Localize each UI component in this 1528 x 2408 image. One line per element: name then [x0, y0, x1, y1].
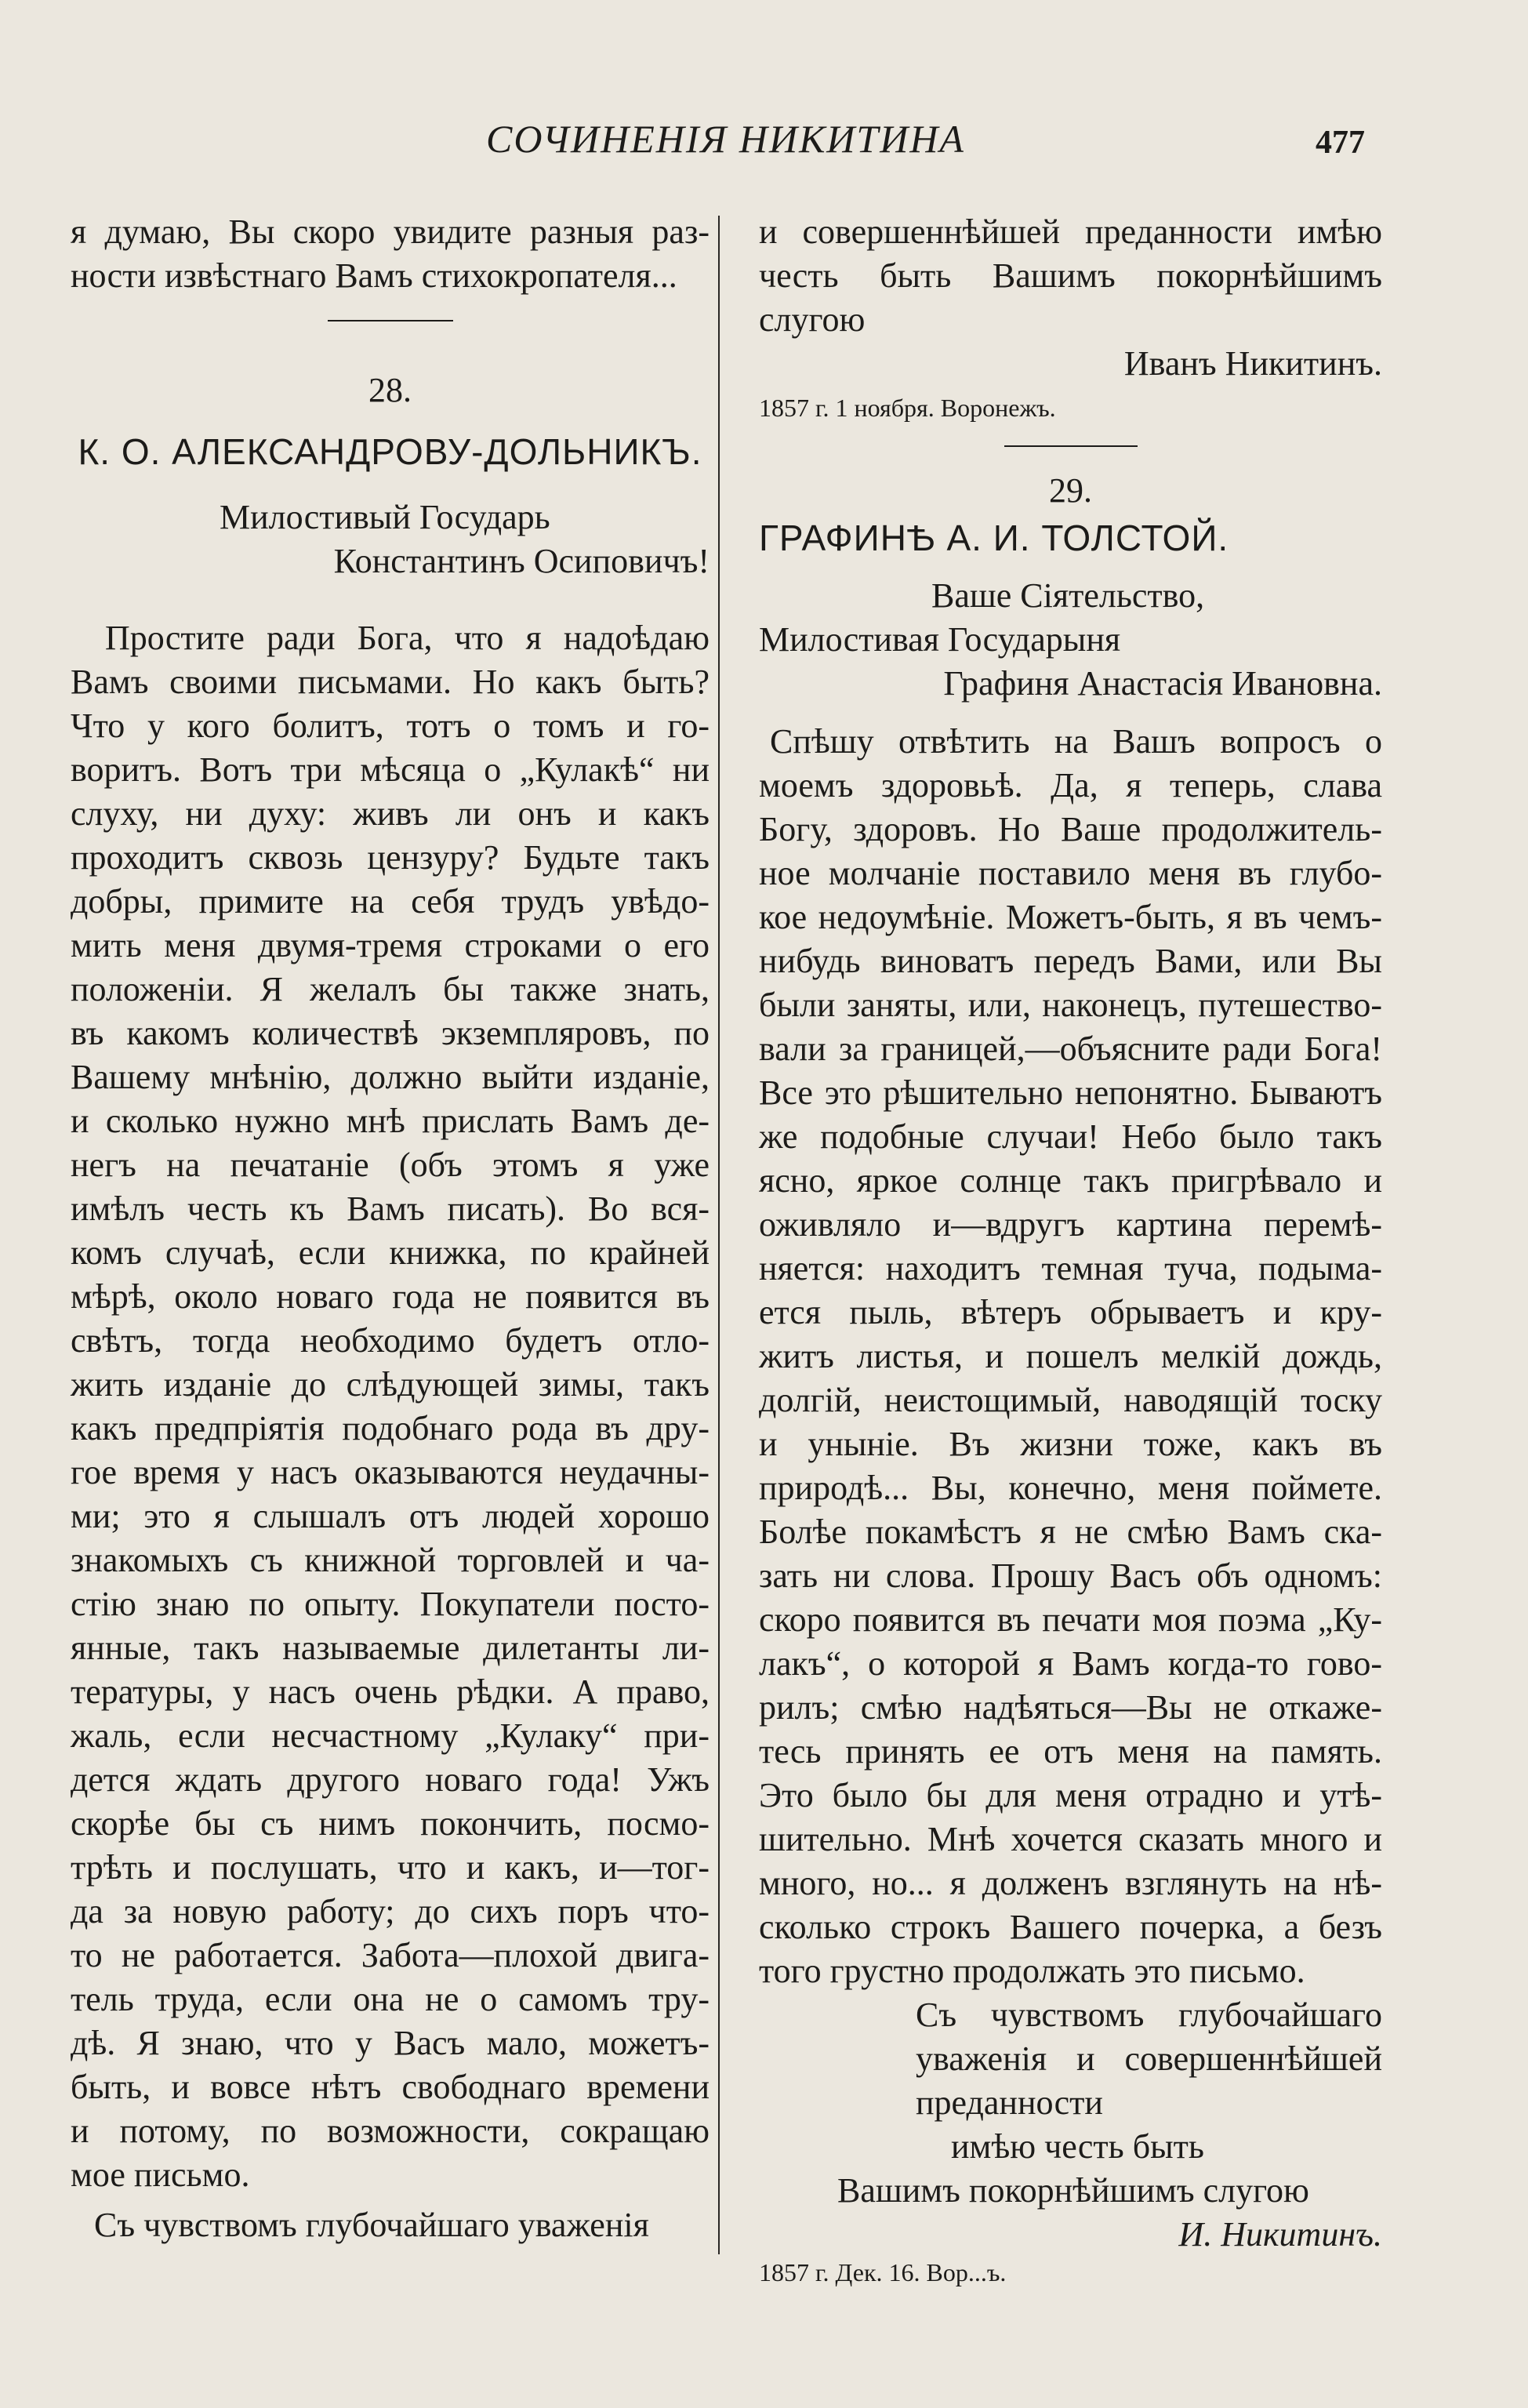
- signature: И. Никитинъ.: [1178, 2215, 1382, 2254]
- text-line: мѣрѣ, около новаго года не появится въ: [71, 1277, 710, 1316]
- salutation-line: Ваше Сіятельство,: [931, 576, 1205, 615]
- text-line: ется пыль, вѣтеръ обрываетъ и кру-: [759, 1293, 1382, 1331]
- text-line: природѣ... Вы, конечно, меня поймете.: [759, 1469, 1382, 1507]
- letter-number: 29.: [1049, 471, 1092, 510]
- letter-recipient: ГРАФИНѢ А. И. ТОЛСТОЙ.: [759, 518, 1229, 558]
- text-line: житъ листья, и пошелъ мелкій дождь,: [759, 1337, 1382, 1375]
- text-line: негъ на печатаніе (объ этомъ я уже: [71, 1146, 710, 1184]
- text-line: же подобные случаи! Небо было такъ: [759, 1117, 1382, 1156]
- text-line: въ какомъ количествѣ экземпляровъ, по: [71, 1014, 710, 1052]
- text-line: какъ предпріятія подобнаго рода въ дру-: [71, 1409, 710, 1447]
- text-line: шительно. Мнѣ хочется сказать много и: [759, 1820, 1382, 1858]
- text-line: тесь принять ее отъ меня на память.: [759, 1732, 1382, 1771]
- text-line: и уныніе. Въ жизни тоже, какъ въ: [759, 1425, 1382, 1463]
- section-rule: [1004, 445, 1138, 447]
- text-line: тературы, у насъ очень рѣдки. А право,: [71, 1673, 710, 1711]
- running-header-title: СОЧИНЕНІЯ НИКИТИНА: [486, 117, 965, 161]
- letter-body: [71, 616, 710, 2197]
- text-line: дѣ. Я знаю, что у Васъ мало, можетъ-: [71, 2024, 710, 2062]
- text-line: ности извѣстнаго Вамъ стихокропателя...: [71, 256, 677, 295]
- text-line: ясно, яркое солнце такъ пригрѣвало и: [759, 1161, 1382, 1200]
- text-line: зать ни слова. Прошу Васъ объ одномъ:: [759, 1556, 1382, 1595]
- text-line: рилъ; смѣю надѣяться—Вы не откаже-: [759, 1688, 1382, 1727]
- salutation-line: Милостивый Государь: [220, 498, 550, 536]
- text-line: долгій, неистощимый, наводящій тоску: [759, 1381, 1382, 1419]
- text-line: и сколько нужно мнѣ прислать Вамъ де-: [71, 1102, 710, 1140]
- text-line: Все это рѣшительно непонятно. Бываютъ: [759, 1073, 1382, 1112]
- letter-date: 1857 г. 1 ноября. Воронежъ.: [759, 394, 1056, 422]
- closing-line: имѣю честь быть: [951, 2127, 1204, 2166]
- text-line: мить меня двумя-тремя строками о его: [71, 926, 710, 964]
- text-line: жаль, если несчастному „Кулаку“ при-: [71, 1716, 710, 1755]
- text-line: моемъ здоровьѣ. Да, я теперь, слава: [759, 766, 1382, 804]
- text-line: Спѣшу отвѣтить на Вашъ вопросъ о: [770, 722, 1382, 761]
- text-line: ное молчаніе поставило меня въ глубо-: [759, 854, 1382, 892]
- salutation-line: Графиня Анастасія Ивановна.: [943, 664, 1382, 703]
- closing-line: преданности: [916, 2083, 1103, 2122]
- letter-recipient: К. О. АЛЕКСАНДРОВУ-ДОЛЬНИКЪ.: [78, 431, 702, 472]
- signature: Иванъ Никитинъ.: [1123, 344, 1382, 383]
- text-line: вали за границей,—объясните ради Бога!: [759, 1030, 1382, 1068]
- text-line: скоро появится въ печати моя поэма „Ку-: [759, 1600, 1382, 1639]
- text-line: Простите ради Бога, что я надоѣдаю: [105, 619, 710, 657]
- text-line: я думаю, Вы скоро увидите разныя раз-: [71, 212, 710, 251]
- text-line: проходитъ сквозь цензуру? Будьте такъ: [71, 838, 710, 877]
- closing-line: уваженія и совершеннѣйшей: [916, 2039, 1382, 2078]
- right-column: [759, 210, 1382, 2294]
- text-line: Вамъ своими письмами. Но какъ быть?: [71, 663, 710, 701]
- text-line: честь быть Вашимъ покорнѣйшимъ: [759, 256, 1382, 295]
- text-line: и потому, по возможности, сокращаю: [71, 2112, 710, 2150]
- text-line: тель труда, если она не о самомъ тру-: [71, 1980, 710, 2018]
- text-line: Болѣе покамѣстъ я не смѣю Вамъ ска-: [759, 1513, 1382, 1551]
- text-line: Что у кого болитъ, тотъ о томъ и го-: [71, 706, 710, 745]
- text-line: Богу, здоровъ. Но Ваше продолжитель-: [759, 810, 1382, 848]
- text-line: сколько строкъ Вашего почерка, а безъ: [759, 1908, 1382, 1946]
- text-line: гое время у насъ оказываются неудачны-: [71, 1453, 710, 1491]
- closing-line: Вашимъ покорнѣйшимъ слугою: [837, 2171, 1309, 2210]
- text-line: знакомыхъ съ книжной торговлей и ча-: [71, 1541, 710, 1579]
- text-line: скорѣе бы съ нимъ покончить, посмо-: [71, 1804, 710, 1843]
- text-line: много, но... я долженъ взглянуть на нѣ-: [759, 1864, 1382, 1902]
- text-line: жить изданіе до слѣдующей зимы, такъ: [71, 1365, 710, 1404]
- text-line: да за новую работу; до сихъ поръ что-: [71, 1892, 710, 1930]
- text-line: свѣтъ, тогда необходимо будетъ отло-: [71, 1321, 710, 1360]
- text-line: мое письмо.: [71, 2156, 250, 2194]
- text-line: нибудь виноватъ передъ Вами, или Вы: [759, 942, 1382, 980]
- text-line: и совершеннѣйшей преданности имѣю: [759, 212, 1382, 251]
- salutation-line: Милостивая Государыня: [759, 620, 1121, 659]
- column-divider: [718, 216, 720, 2254]
- text-line: слугою: [759, 300, 866, 339]
- text-line: трѣть и послушать, что и какъ, и—тог-: [71, 1848, 710, 1887]
- text-line: Вашему мнѣнію, должно выйти изданіе,: [71, 1058, 710, 1096]
- text-line: комъ случаѣ, если книжка, по крайней: [71, 1233, 710, 1272]
- section-rule: [328, 320, 453, 321]
- text-line: няется: находитъ темная туча, подыма-: [759, 1249, 1382, 1288]
- letter-closing: [759, 1993, 1382, 2125]
- text-line: кое недоумѣніе. Можетъ-быть, я въ чемъ-: [759, 898, 1382, 936]
- salutation-line: Константинъ Осиповичъ!: [333, 542, 710, 580]
- left-column: [71, 210, 710, 2247]
- text-line: лакъ“, о которой я Вамъ когда-то гово-: [759, 1644, 1382, 1683]
- letter-closing: Съ чувствомъ глубочайшаго уваженія: [94, 2206, 649, 2244]
- text-line: положеніи. Я желалъ бы также знать,: [71, 970, 710, 1008]
- text-line: дется ждать другого новаго года! Ужъ: [71, 1760, 710, 1799]
- text-line: Это было бы для меня отрадно и утѣ-: [759, 1776, 1382, 1814]
- letter-date: 1857 г. Дек. 16. Вор...ъ.: [759, 2258, 1007, 2286]
- letter-number: 28.: [368, 371, 412, 409]
- text-line: добры, примите на себя трудъ увѣдо-: [71, 882, 710, 921]
- text-line: того грустно продолжать это письмо.: [759, 1952, 1305, 1990]
- text-line: ми; это я слышалъ отъ людей хорошо: [71, 1497, 710, 1535]
- text-line: слуху, ни духу: живъ ли онъ и какъ: [71, 794, 710, 833]
- text-line: были заняты, или, наконецъ, путешество-: [759, 986, 1382, 1024]
- page-number: 477: [1316, 125, 1365, 161]
- text-line: янные, такъ называемые дилетанты ли-: [71, 1629, 710, 1667]
- letter-body: [759, 720, 1382, 1993]
- text-line: то не работается. Забота—плохой двига-: [71, 1936, 710, 1974]
- closing-line: Съ чувствомъ глубочайшаго: [916, 1996, 1382, 2034]
- text-line: быть, и вовсе нѣтъ свободнаго времени: [71, 2068, 710, 2106]
- text-line: воритъ. Вотъ три мѣсяца о „Кулакѣ“ ни: [71, 750, 710, 789]
- text-line: стію знаю по опыту. Покупатели посто-: [71, 1585, 710, 1623]
- text-line: имѣлъ честь къ Вамъ писать). Во вся-: [71, 1189, 710, 1228]
- text-line: оживляло и—вдругъ картина перемѣ-: [759, 1205, 1382, 1244]
